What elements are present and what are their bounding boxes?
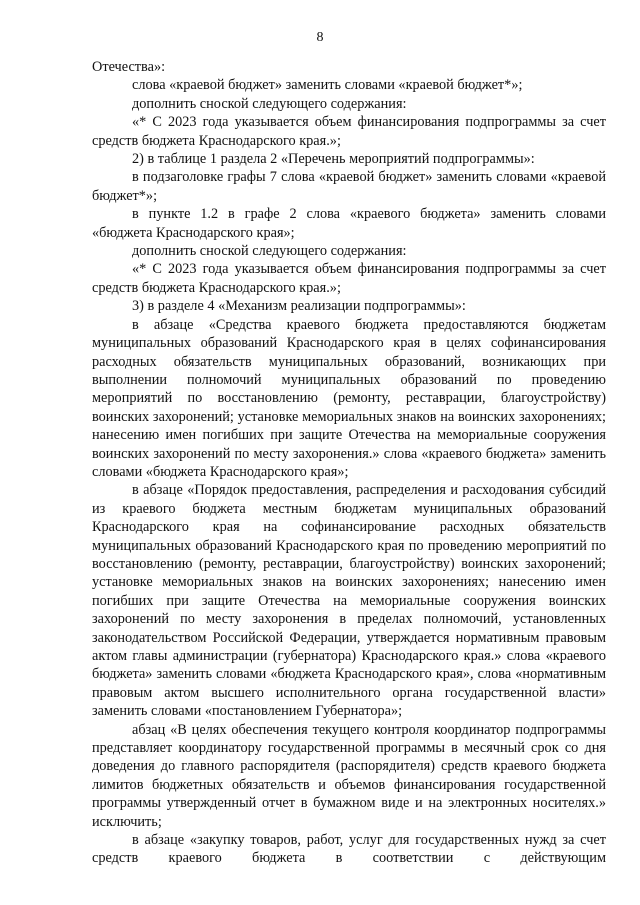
paragraph: абзац «В целях обеспечения текущего контроля координатор подпрограммы представляет координатору государственной программы в месячный срок со дня доведения до главного распорядителя (распорядителя) средств краевого бюджета лимитов бюджетных обязательств и объемов финансирования государственной программы утвержденный отчет в бумажном виде и на электронных носителях.» исключить; [92, 721, 606, 830]
paragraph: в пункте 1.2 в графе 2 слова «краевого бюджета» заменить словами «бюджета Краснодарского края»; [92, 206, 606, 241]
paragraph: в абзаце «Средства краевого бюджета предоставляются бюджетам муниципальных образований Краснодарского края в целях софинансирования расходных обязательств муниципальных образований, возникающих при выполнении полномочий муниципальных образований по проведению мероприятий по восстановлению (ремонту, реставрации, благоустройству) воинских захоронений; установке мемориальных знаков на воинских захоронениях; нанесению имен погибших при защите Отечества на мемориальные сооружения воинских захоронений по месту захоронения.» слова «краевого бюджета» заменить словами «бюджета Краснодарского края»; [92, 316, 606, 480]
paragraph: в подзаголовке графы 7 слова «краевой бюджет» заменить словами «краевой бюджет*»; [92, 169, 606, 204]
paragraph: в абзаце «закупку товаров, работ, услуг для государственных нужд за счет средств краевого бюджета в соответствии с действующим [92, 832, 606, 867]
paragraph: дополнить сноской следующего содержания: [132, 243, 407, 260]
paragraph: 3) в разделе 4 «Механизм реализации подпрограммы»: [132, 298, 466, 315]
paragraph: дополнить сноской следующего содержания: [132, 95, 407, 112]
page-number: 8 [316, 30, 324, 45]
paragraph: 2) в таблице 1 раздела 2 «Перечень мероприятий подпрограммы»: [132, 151, 535, 168]
paragraph: «* С 2023 года указывается объем финансирования подпрограммы за счет средств бюджета Краснодарского края.»; [92, 114, 606, 149]
paragraph: слова «краевой бюджет» заменить словами «краевой бюджет*»; [132, 77, 523, 94]
paragraph: в абзаце «Порядок предоставления, распределения и расходования субсидий из краевого бюджета местным бюджетам муниципальных образований Краснодарского края на софинансирование расходных обязательств муниципальных образований Краснодарского края по проведению мероприятий по восстановлению (ремонту, реставрации, благоустройству) воинских захоронений; установке мемориальных знаков на воинских захоронениях; нанесению имен погибших при защите Отечества на мемориальные сооружения воинских захоронений по месту захоронения в пределах полномочий, установленных законодательством Российской Федерации, утверждается нормативным правовым актом главы администрации (губернатора) Краснодарского края.» слова «краевого бюджета» заменить словами «бюджета Краснодарского края», слова «нормативным правовым актом высшего исполнительного органа государственной власти» заменить словами «постановлением Губернатора»; [92, 482, 606, 720]
paragraph: «* С 2023 года указывается объем финансирования подпрограммы за счет средств бюджета Краснодарского края.»; [92, 261, 606, 296]
document-body [92, 58, 606, 868]
paragraph: Отечества»: [92, 59, 166, 75]
